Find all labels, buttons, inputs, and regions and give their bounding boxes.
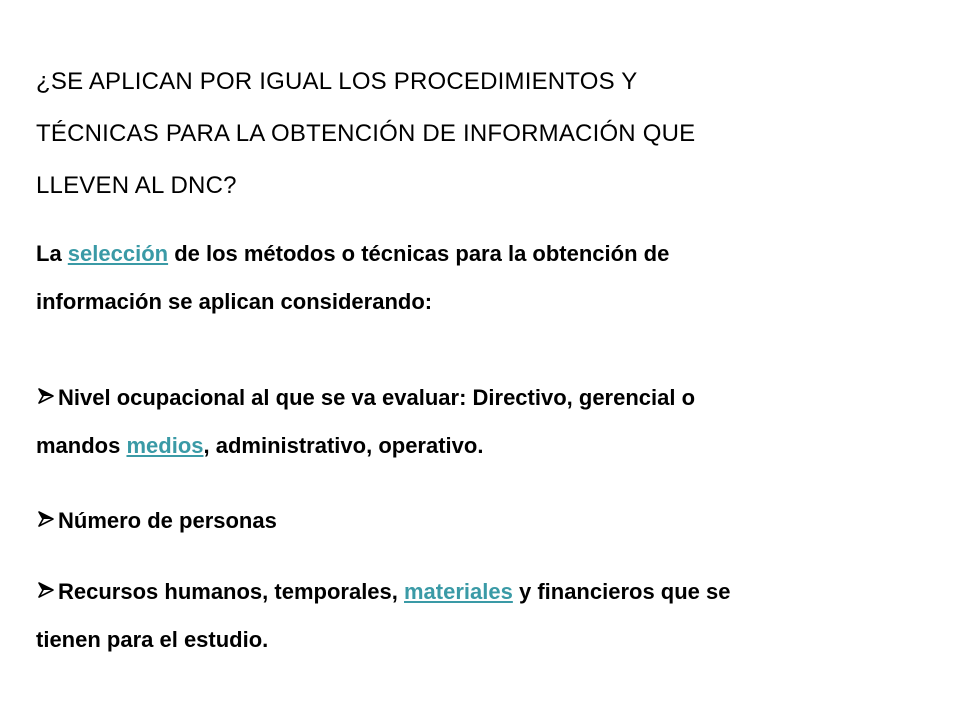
bullet-1-text: Nivel ocupacional al que se va evaluar: Directivo, gerencial o	[58, 385, 696, 410]
intro-text-after: de los métodos o técnicas para la obtención de	[168, 241, 670, 266]
intro-text-before: La	[36, 241, 68, 266]
arrow-bullet-icon	[36, 386, 58, 406]
title-line-3: LLEVEN AL DNC?	[36, 172, 237, 199]
arrow-bullet-icon	[36, 580, 58, 600]
title-line-1: ¿SE APLICAN POR IGUAL LOS PROCEDIMIENTOS Y	[36, 68, 638, 95]
bullet-2-text: Número de personas	[58, 508, 277, 533]
slide-title	[36, 56, 916, 212]
intro-line-2: información se aplican considerando:	[36, 289, 433, 314]
seleccion-link[interactable]: selección	[67, 241, 169, 266]
bullet-1-text-after: , administrativo, operativo.	[203, 433, 484, 458]
medios-link[interactable]: medios	[126, 433, 204, 458]
bullet-recursos	[36, 568, 936, 664]
bullet-2-line-1	[36, 497, 936, 545]
bullet-3-line-1	[36, 568, 936, 616]
intro-line-1	[36, 230, 936, 278]
title-line-2: TÉCNICAS PARA LA OBTENCIÓN DE INFORMACIÓN QUE	[36, 120, 696, 147]
bullet-3-text-before: Recursos humanos, temporales,	[58, 579, 404, 604]
bullet-nivel-ocupacional	[36, 374, 936, 470]
bullet-1-line-1	[36, 374, 936, 422]
bullet-3-text-after: y financieros que se	[512, 579, 731, 604]
materiales-link[interactable]: materiales	[404, 579, 513, 604]
intro-paragraph	[36, 230, 936, 326]
bullet-1-text-before: mandos	[36, 433, 127, 458]
bullet-3-line-2: tienen para el estudio.	[36, 627, 269, 652]
bullet-numero-personas	[36, 497, 936, 545]
bullet-1-line-2	[36, 422, 936, 470]
arrow-bullet-icon	[36, 509, 58, 529]
